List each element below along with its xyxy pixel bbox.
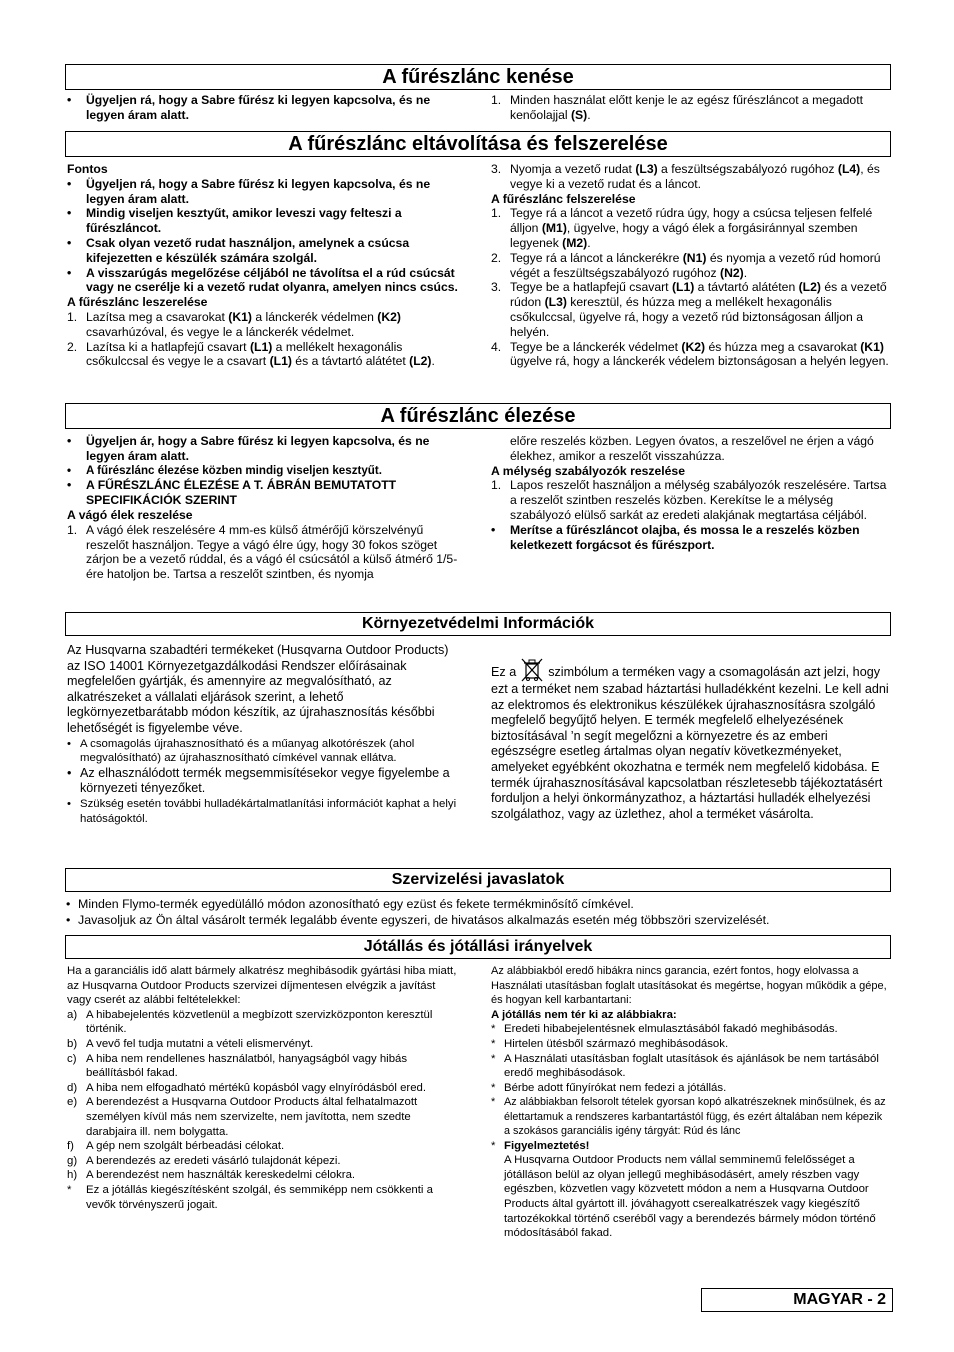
section-title-warranty: Jótállás és jótállási irányelvek xyxy=(65,935,891,959)
environment-left: Az Husqvarna szabadtéri termékeket (Husqvarna Outdoor Products) az ISO 14001 Környezetgazdálkodási Rendszer előírásainak megfelelően gyártják, és amennyire az megvalósítható, az alkatrészeket a vállalati eljárások szerint, a lehető legkörnyezetbarátabb módon készítik, az újrahasznosítás későbbi lehetőségét is figyelembe véve. • A csomagolás újrahasznosítható és a műanyag alkotórészek (ahol megvalósítható) az újrahasznosítható címkével vannak ellátva. • Az elhasználódott termék megsemmisítésekor vegye figyelembe a környezeti tényezőket. • Szükség esetén további hulladékártalmatlanítási információt kaphat a helyi hatóságoktól. xyxy=(67,643,457,825)
important-label: Fontos xyxy=(67,162,108,176)
safety-bullet: Ügyeljen rá, hogy a Sabre fűrész ki legyen kapcsolva, és ne legyen áram alatt. xyxy=(86,93,431,122)
remove-subtitle: A fűrészlánc leszerelése xyxy=(67,295,208,310)
page-footer: MAGYAR - 2 xyxy=(701,1288,893,1312)
section-title-sharpening: A fűrészlánc élezése xyxy=(65,403,891,429)
depth-subtitle: A mélység szabályozók reszelése xyxy=(491,463,685,478)
warranty-left: Ha a garanciális idő alatt bármely alkatrész meghibásodik gyártási hiba miatt, az Husqvarna Outdoor Products szervizei díjmentesen elvégzik a javítást vagy cserét az alábbi feltételekkel: a) A hibabejelentés közvetlenül a megbízott szervizközponton keresztül történik. b) A vevő fel tudja mutatni a vételi elismervényt. c) A hiba nem rendellenes használatból, hanyagságból vagy hibás beállításból fakad. d) A hiba nem elfogadható mértékû kopásból vagy elnyíródásból ered. e) A berendezést a Husqvarna Outdoor Products által felhatalmazott személyen kívül más nem szervizelte, nem javította, nem szedte darabjaira ill. nem bolygatta. f) A gép nem szolgált bérbeadási célokat. g) A berendezés az eredeti vásárló tulajdonát képezi. h) A berendezést nem használták kereskedelmi célokra. * Ez a jótállás kiegészítésként szolgál, és semmiképp nem csökkenti a vevők törvényszerű jogait. xyxy=(67,965,457,1211)
crossed-bin-icon xyxy=(519,656,545,682)
environment-right: Ez a szimbólum a terméken vagy a csomagolásán azt jelzi, hogy ezt a terméket nem szabad háztartási hulladékként kezelni. Le kell adni az elektromos és elektronikus készülékek újrahasznosításra szolgáló megfelelő begyűjtő helyen. E termék megfelelő elhelyezésének biztosításával ’n segít megelőzni a környezetre és az emberi egészségre esetleg ártalmas olyan negatív következményeket, amelyeket egyébként okozhatna e termék nem megfelelő kidobása. E termék újrahasznosításával kapcsolatban részletesebb tájékoztatásért forduljon a helyi önkormányzathoz, a háztartási hulladék elhelyezési szolgálathoz, vagy az üzlethez, ahol a terméket vásárolta. xyxy=(491,656,891,822)
fit-subtitle: A fűrészlánc felszerelése xyxy=(491,191,636,206)
sharpening-left: • Ügyeljen ár, hogy a Sabre fűrész ki legyen kapcsolva, és ne legyen áram alatt. • A fűrészlánc élezése közben mindig viseljen kesztyűt. • A FŰRÉSZLÁNC ÉLEZÉSE A T. ÁBRÁN BEMUTATOTT SPECIFIKÁCIÓK SZERINT A vágó élek reszelése 1. A vágó élek reszelésére 4 mm-es külső átmérőjű körszelvényű reszelőt használjon. Tegye a vágó élre úgy, hogy 30 fokos szöget zárjon be a vezető rúddal, és a vágó él csúcsától a külső átmérő 1/5-ére hatoljon be. Tartsa a reszelőt szintben, és nyomja xyxy=(67,434,462,582)
exclusions-subtitle: A jótállás nem tér ki az alábbiakra: xyxy=(491,1008,677,1021)
section-title-lubrication: A fűrészlánc kenése xyxy=(65,64,891,90)
lubrication-left: • Ügyeljen rá, hogy a Sabre fűrész ki legyen kapcsolva, és ne legyen áram alatt. xyxy=(67,93,431,122)
warranty-right: Az alábbiakból eredő hibákra nincs garancia, ezért fontos, hogy elolvassa a Használati utasításban foglalt utasításokat és megértse, hogyan működik a gépe, és hogyan kell karbantartani: A jótállás nem tér ki az alábbiakra: * Eredeti hibabejelentésnek elmulasztásából fakadó meghibásodás. * Hirtelen ütésből származó meghibásodások. * A Használati utasításban foglalt utasítások és ajánlások be nem tartásából eredő meghibásodások. * Bérbe adott fűnyírókat nem fedezi a jótállás. * Az alábbiakban felsorolt tételek gyorsan kopó alkatrészeknek minősülnek, és az élettartamuk a rendszeres karbantartástól függ, és ezért általában nem képezik a szokásos garanciális igény tárgyát: Rúd és lánc * Figyelmeztetés! A Husqvarna Outdoor Products nem vállal semminemű felelősséget a jótálláson belül az olyan jellegű meghibásodásért, amely részben vagy egészben, közvetlen vagy közvetett módon a nem a Husqvarna Outdoor Products által gyártott ill. jóváhagyott cserealkatrészek vagy kiegészítő tartozékokkal történő cseréből vagy a berendezés bármely módon történő módosításából fakad. xyxy=(491,964,891,1241)
warning-label: Figyelmeztetés! xyxy=(504,1139,590,1152)
cutters-subtitle: A vágó élek reszelése xyxy=(67,507,193,522)
service-list: • Minden Flymo-termék egyedülálló módon azonosítható egy ezüst és fekete termékminősítő címkével. • Javasoljuk az Ön által vásárolt termék legalább évente egyszeri, de hivatásos alkalmazás esetén még többszöri szervizelését. xyxy=(66,897,770,927)
section-title-environment: Környezetvédelmi Információk xyxy=(65,612,891,636)
removal-left: Fontos • Ügyeljen rá, hogy a Sabre fűrész ki legyen kapcsolva, és ne legyen áram alatt. • Mindig viseljen kesztyűt, amikor leveszi vagy felteszi a fűrészláncot. • Csak olyan vezető rudat használjon, amelynek a csúcsa kifejezetten e készülék számára szolgál. • A visszarúgás megelőzése céljából ne távolítsa el a rúd csúcsát vagy ne cserélje ki a vezető rudat olyanra, amelyen nincs csúcs. A fűrészlánc leszerelése 1. Lazítsa meg a csavarokat (K1) a lánckerék védelmen (K2) csavarhúzóval, és vegye le a lánckerék védelmet. 2. Lazítsa ki a hatlapfejű csavart (L1) a mellékelt hexagonális csőkulccsal és vegye le a csavart (L1) és a távtartó alátétet (L2). xyxy=(67,162,462,369)
lubrication-right: 1. Minden használat előtt kenje le az egész fűrészláncot a megadott kenőolajjal (S). xyxy=(491,93,863,122)
removal-right: 3. Nyomja a vezető rudat (L3) a feszültségszabályozó rugóhoz (L4), és vegye ki a vezető rudat és a láncot. A fűrészlánc felszerelése 1. Tegye rá a láncot a vezető rúdra úgy, hogy a csúcsa teljesen felfelé álljon (M1), ügyelve, hogy a vágó élek a forgásiránnyal szemben legyenek (M2). 2. Tegye rá a láncot a lánckerékre (N1) és nyomja a vezető rúd homorú végét a feszültségszabályozó rugóhoz (N2). 3. Tegye be a hatlapfejű csavart (L1) a távtartó alátéten (L2) és a vezető rúdon (L3) keresztül, és húzza meg a mellékelt hexagonális csőkulccsal, ügyelve rá, hogy a vezető rúd biztonságosan álljon a helyén. 4. Tegye be a lánckerék védelmet (K2) és húzza meg a csavarokat (K1) ügyelve rá, hogy a lánckerék védelem biztonságosan a helyén legyen. xyxy=(491,162,891,369)
section-title-service: Szervizelési javaslatok xyxy=(65,868,891,892)
section-title-removal-fitting: A fűrészlánc eltávolítása és felszerelése xyxy=(65,131,891,157)
sharpening-right: előre reszelés közben. Legyen óvatos, a reszelővel ne érjen a vágó élekhez, amikor a reszelőt visszahúzza. A mélység szabályozók reszelése 1. Lapos reszelőt használjon a mélység szabályozók reszelésére. Tartsa a reszelőt szintben reszelés közben. Kerekítse le a mélység szabályozó elülső sarkát az eredeti alakjának megtartása céljából. • Merítse a fűrészláncot olajba, és mossa le a reszelés közben keletkezett forgácsot és fűrészport. xyxy=(491,434,891,552)
